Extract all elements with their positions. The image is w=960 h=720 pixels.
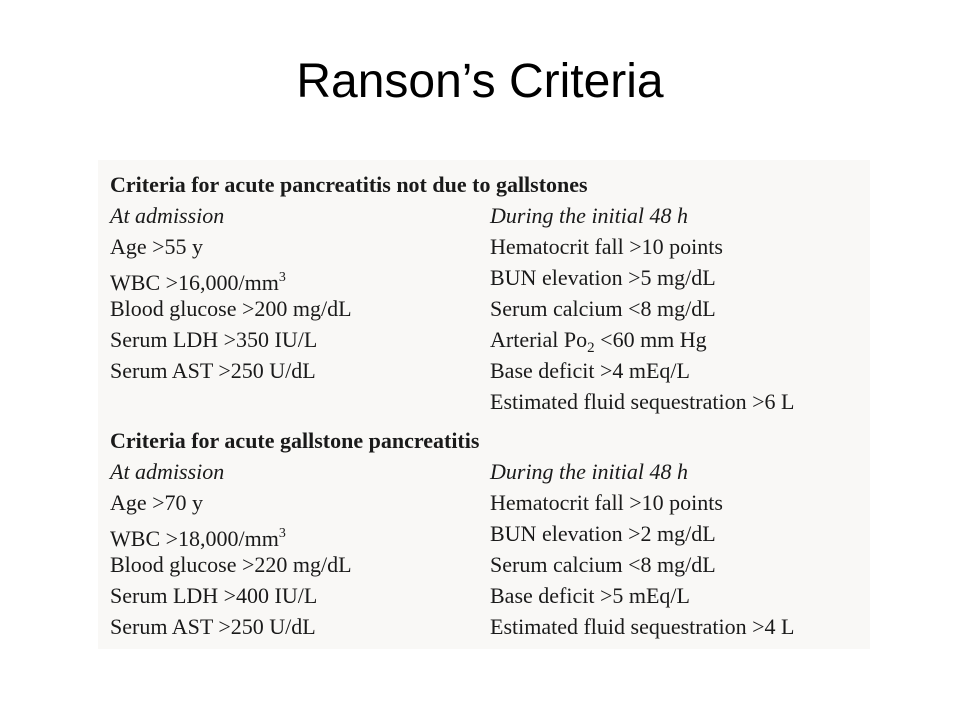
criterion-arterial-po2 — [490, 324, 870, 355]
at-admission-column — [110, 456, 480, 642]
superscript: 3 — [278, 526, 286, 541]
column-header: At admission — [110, 459, 225, 484]
column-header: During the initial 48 h — [490, 459, 688, 484]
criterion: Serum calcium <8 mg/dL — [490, 552, 716, 577]
section-non-gallstone — [110, 170, 870, 414]
criterion: BUN elevation >5 mg/dL — [490, 265, 716, 290]
criterion: Age >55 y — [110, 234, 204, 259]
slide-title: Ranson’s Criteria — [296, 55, 664, 108]
criterion: Blood glucose >220 mg/dL — [110, 552, 352, 577]
initial-48h-column — [490, 200, 870, 417]
criterion-wbc — [110, 262, 480, 293]
criterion: Estimated fluid sequestration >4 L — [490, 614, 795, 639]
criterion-text: Arterial Po — [490, 327, 588, 352]
criterion: BUN elevation >2 mg/dL — [490, 521, 716, 546]
criterion: Serum AST >250 U/dL — [110, 358, 316, 383]
criterion-text: WBC >16,000/mm — [110, 270, 279, 295]
criterion-wbc — [110, 518, 480, 549]
section-heading: Criteria for acute pancreatitis not due to gallstones — [110, 172, 588, 197]
superscript: 3 — [278, 270, 286, 285]
criterion: Serum LDH >400 IU/L — [110, 583, 318, 608]
criterion: Base deficit >4 mEq/L — [490, 358, 690, 383]
criterion: Estimated fluid sequestration >6 L — [490, 389, 795, 414]
criteria-columns — [110, 200, 870, 414]
criterion: Serum LDH >350 IU/L — [110, 327, 318, 352]
criterion: Blood glucose >200 mg/dL — [110, 296, 352, 321]
column-header: At admission — [110, 203, 225, 228]
criterion: Hematocrit fall >10 points — [490, 234, 723, 259]
at-admission-column — [110, 200, 480, 386]
criteria-columns — [110, 456, 870, 656]
criterion-text: WBC >18,000/mm — [110, 526, 279, 551]
section-heading: Criteria for acute gallstone pancreatitis — [110, 428, 480, 453]
section-gallstone — [110, 426, 870, 656]
criterion: Base deficit >5 mEq/L — [490, 583, 690, 608]
criterion: Serum AST >250 U/dL — [110, 614, 316, 639]
criterion: Serum calcium <8 mg/dL — [490, 296, 716, 321]
criterion: Age >70 y — [110, 490, 204, 515]
initial-48h-column — [490, 456, 870, 642]
criteria-table-image — [98, 160, 870, 649]
column-header: During the initial 48 h — [490, 203, 688, 228]
criterion: Hematocrit fall >10 points — [490, 490, 723, 515]
criterion-text: <60 mm Hg — [594, 327, 707, 352]
subscript: 2 — [587, 340, 595, 356]
